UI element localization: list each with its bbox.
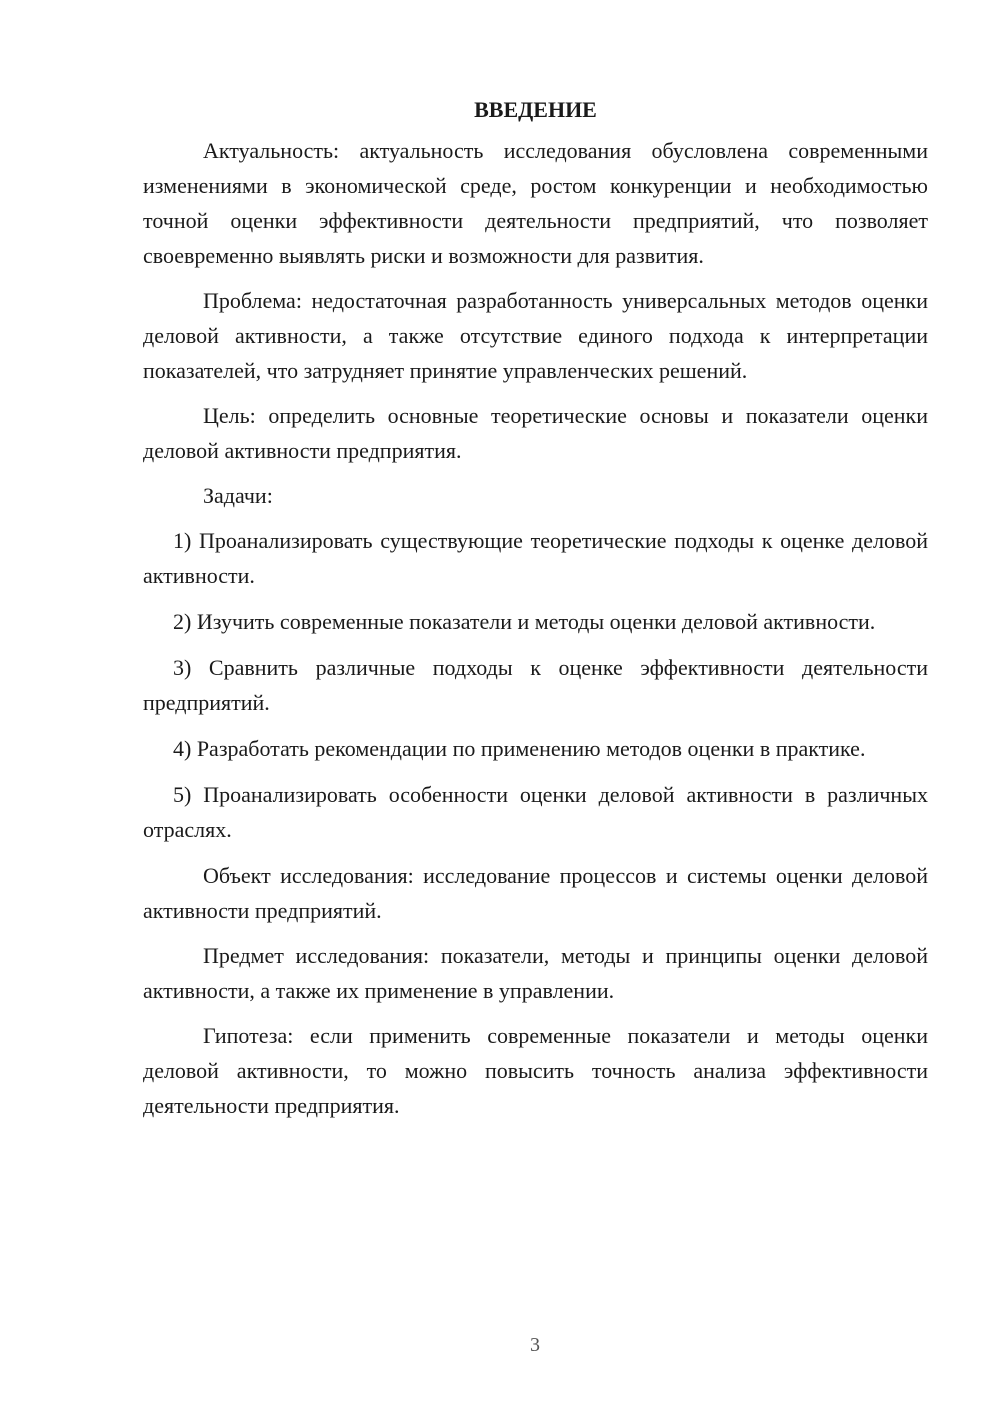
task-item-3: 3) Сравнить различные подходы к оценке эффективности деятельности предприятий. [143,655,928,715]
object-paragraph: Объект исследования: исследование процессов и системы оценки деловой активности предприятий. [143,863,928,923]
relevance-paragraph: Актуальность: актуальность исследования обусловлена современными изменениями в экономической среде, ростом конкуренции и необходимостью точной оценки эффективности деятельности предприятий, что позволяет своевременно выявлять риски и возможности для развития. [143,138,928,268]
task-item-5: 5) Проанализировать особенности оценки деловой активности в различных отраслях. [143,782,928,842]
task-item-4: 4) Разработать рекомендации по применению методов оценки в практике. [173,736,866,761]
section-title: ВВЕДЕНИЕ [474,97,597,122]
tasks-label: Задачи: [203,483,273,508]
page-number: 3 [530,1334,540,1356]
subject-paragraph: Предмет исследования: показатели, методы и принципы оценки деловой активности, а также их применение в управлении. [143,943,928,1003]
task-item-2: 2) Изучить современные показатели и методы оценки деловой активности. [173,609,876,634]
goal-paragraph: Цель: определить основные теоретические основы и показатели оценки деловой активности предприятия. [143,403,928,463]
problem-paragraph: Проблема: недостаточная разработанность универсальных методов оценки деловой активности, а также отсутствие единого подхода к интерпретации показателей, что затрудняет принятие управленческих решений. [143,288,928,383]
task-item-1: 1) Проанализировать существующие теоретические подходы к оценке деловой активности. [143,528,928,588]
hypothesis-paragraph: Гипотеза: если применить современные показатели и методы оценки деловой активности, то можно повысить точность анализа эффективности деятельности предприятия. [143,1023,928,1118]
page-content [143,92,928,1133]
